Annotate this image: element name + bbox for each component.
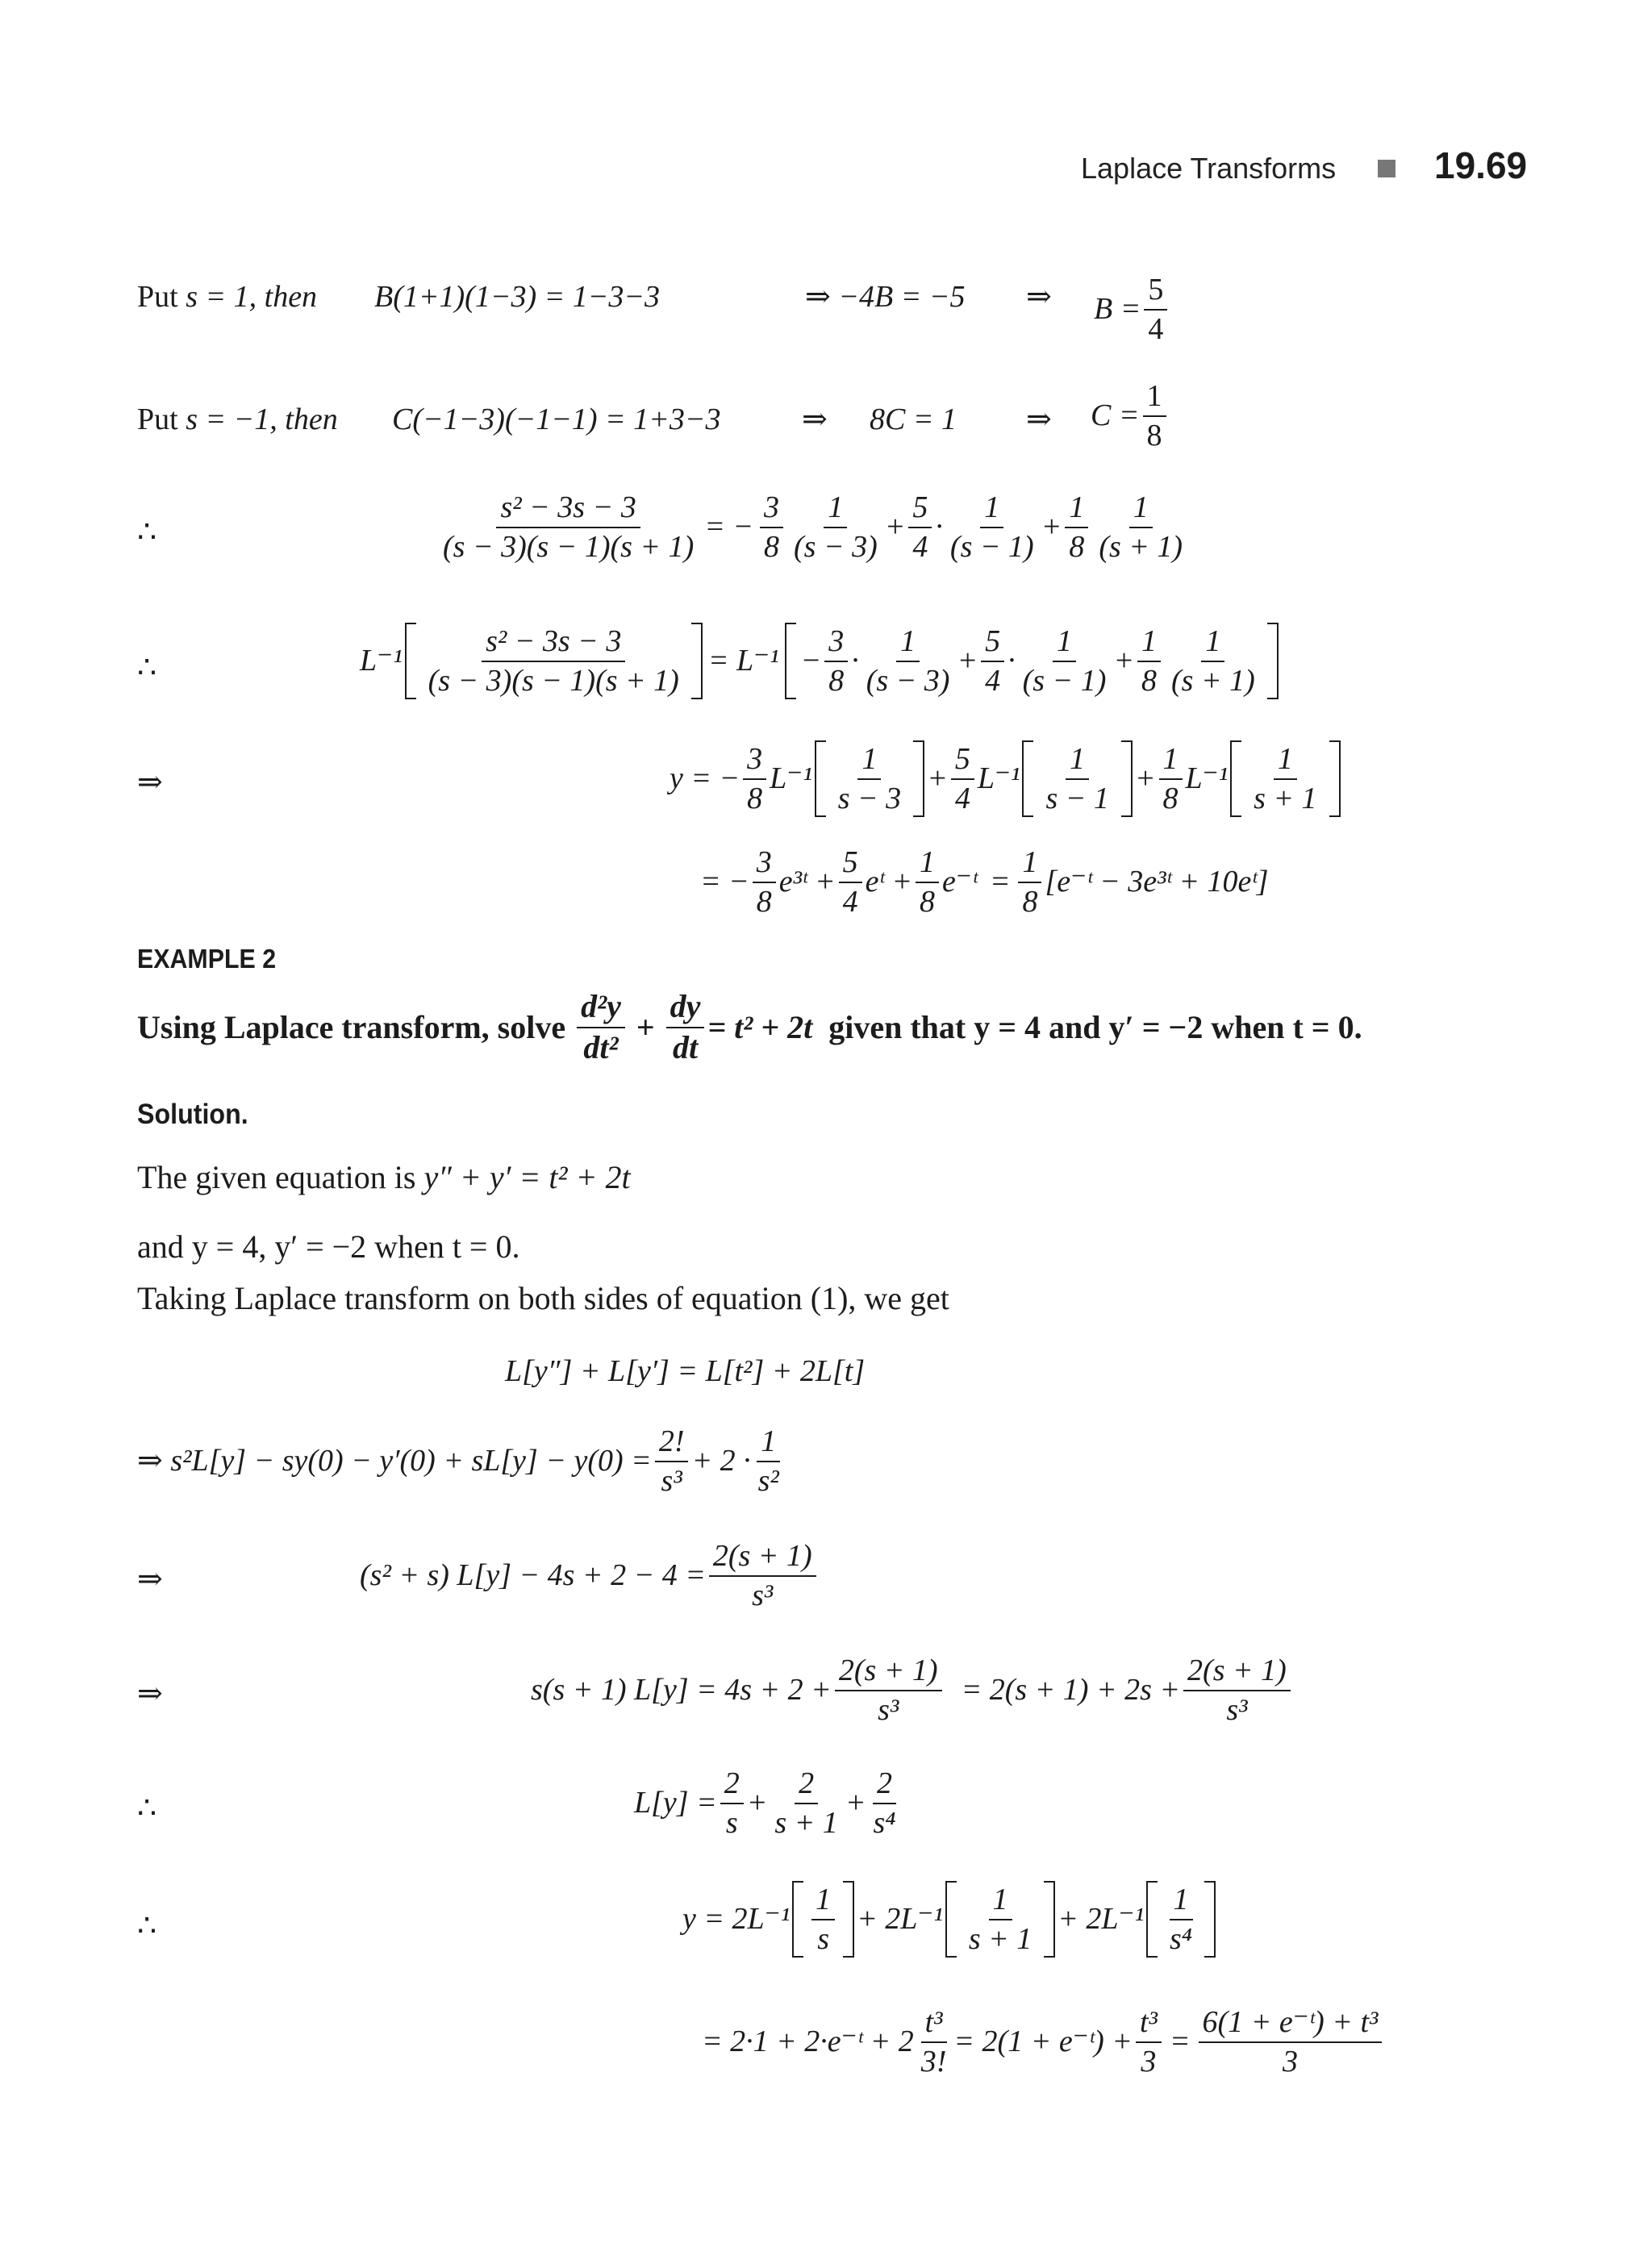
given-text: The given equation is bbox=[137, 1159, 416, 1195]
frac-num: d²y bbox=[577, 989, 625, 1028]
frac-num: 1 bbox=[1143, 379, 1166, 417]
frac-num: 5 bbox=[981, 624, 1004, 662]
dot: · bbox=[851, 643, 859, 678]
eq-part: = 2·1 + 2·e⁻ᵗ + 2 bbox=[702, 2024, 914, 2058]
frac-num: 1 bbox=[916, 845, 939, 883]
therefore-3: ∴ bbox=[137, 1791, 157, 1825]
frac-num: 1 bbox=[1170, 1883, 1193, 1920]
factored-eq bbox=[531, 1653, 1294, 1727]
collected-eq bbox=[360, 1539, 820, 1612]
frac-num: 1 bbox=[1018, 845, 1041, 883]
frac-den: s² bbox=[757, 1463, 779, 1498]
frac-num: 1 bbox=[896, 624, 920, 662]
exp-term: eᵗ bbox=[865, 864, 884, 899]
frac-num: 1 bbox=[811, 1883, 835, 1920]
plus-sign: + bbox=[814, 864, 836, 899]
frac-den: s³ bbox=[752, 1578, 774, 1612]
solution-heading: Solution. bbox=[137, 1099, 248, 1130]
eq-sign: = bbox=[989, 864, 1011, 899]
eq-sign: = bbox=[1169, 2024, 1191, 2058]
frac-den: s − 1 bbox=[1045, 781, 1109, 815]
implies-1: ⇒ bbox=[137, 765, 163, 799]
taking-laplace-line: Taking Laplace transform on both sides of equation (1), we get bbox=[137, 1280, 949, 1316]
eq-sign: = − bbox=[704, 509, 754, 544]
plus-sign: + bbox=[746, 1785, 768, 1820]
frac-num: t³ bbox=[921, 2005, 947, 2043]
plus-sign: + bbox=[891, 864, 913, 899]
put-sm1-result bbox=[1091, 379, 1170, 452]
frac-num: s² − 3s − 3 bbox=[496, 490, 640, 528]
put-s1-imp2: ⇒ bbox=[1026, 280, 1052, 314]
frac-den: dt² bbox=[583, 1028, 619, 1065]
eq-lhs: ⇒ s²L[y] − sy(0) − y′(0) + sL[y] − y(0) = bbox=[137, 1443, 652, 1478]
frac-den: 8 bbox=[920, 884, 936, 919]
inverse-L: L⁻¹ bbox=[770, 761, 812, 795]
bracket-group bbox=[945, 1881, 1055, 1958]
frac-num: 1 bbox=[1201, 624, 1224, 662]
frac-den: (s − 3) bbox=[866, 663, 950, 698]
frac-den: (s − 3)(s − 1)(s + 1) bbox=[428, 663, 679, 698]
eq-lhs: (s² + s) L[y] − 4s + 2 − 4 = bbox=[360, 1558, 706, 1592]
eq-lhs: y = 2L⁻¹ bbox=[682, 1901, 791, 1936]
frac-num: 1 bbox=[1137, 624, 1161, 662]
eq-sign: = L⁻¹ bbox=[707, 643, 779, 678]
frac-num: 5 bbox=[839, 845, 862, 883]
dot: · bbox=[1007, 643, 1016, 678]
eq-mid: + 2L⁻¹ bbox=[1058, 1901, 1144, 1936]
partial-fraction-eq bbox=[436, 490, 1190, 564]
eq-sign: = − bbox=[700, 864, 749, 899]
dot: · bbox=[935, 509, 943, 544]
eq-mid: = 2(s + 1) + 2s + bbox=[961, 1672, 1181, 1707]
frac-den: s + 1 bbox=[968, 1921, 1032, 1956]
plus-sign: + bbox=[1113, 643, 1135, 678]
frac-den: dt bbox=[672, 1028, 699, 1065]
put-s-eq: s = −1, then bbox=[186, 402, 338, 436]
put-s1-line bbox=[137, 281, 317, 315]
eq-lhs: L[y] = bbox=[634, 1785, 717, 1820]
inverse-L: L⁻¹ bbox=[977, 761, 1020, 795]
frac-den: 4 bbox=[985, 663, 1001, 698]
conditions-line: and y = 4, y′ = −2 when t = 0. bbox=[137, 1228, 520, 1265]
bracket-group bbox=[1146, 1881, 1216, 1958]
frac-den: 4 bbox=[1148, 311, 1164, 346]
put-s1-imp1: ⇒ −4B = −5 bbox=[805, 280, 966, 314]
frac-num: 3 bbox=[753, 845, 776, 883]
put-sm1-eq: C(−1−3)(−1−1) = 1+3−3 bbox=[392, 402, 721, 436]
therefore-2: ∴ bbox=[137, 651, 157, 685]
given-equation-line bbox=[137, 1160, 631, 1195]
put-label: Put bbox=[137, 402, 178, 436]
exp-term: e⁻ᵗ bbox=[942, 864, 978, 899]
y-eq bbox=[670, 740, 1343, 817]
frac-den: 4 bbox=[954, 781, 970, 815]
plus-sign: + bbox=[927, 761, 948, 795]
eq-mid: + 2L⁻¹ bbox=[857, 1901, 943, 1936]
plus-sign: + bbox=[957, 643, 978, 678]
frac-den: 8 bbox=[1146, 418, 1162, 452]
put-s-eq: s = 1, then bbox=[186, 280, 318, 314]
plus-sign: + bbox=[1041, 509, 1062, 544]
example-prompt bbox=[137, 989, 1362, 1066]
plus-sign: + bbox=[636, 1009, 655, 1046]
frac-num: dy bbox=[666, 989, 705, 1028]
put-sm1-imp2: ⇒ bbox=[1026, 402, 1052, 436]
frac-den: s³ bbox=[661, 1463, 682, 1498]
inverse-L: L⁻¹ bbox=[360, 643, 403, 678]
frac-num: 2 bbox=[720, 1766, 744, 1804]
inverse-L: L⁻¹ bbox=[1185, 761, 1229, 795]
frac-num: s² − 3s − 3 bbox=[482, 624, 625, 662]
frac-den: (s − 3)(s − 1)(s + 1) bbox=[443, 529, 695, 564]
frac-num: 1 bbox=[1066, 742, 1089, 780]
plus-sign: + bbox=[845, 1785, 866, 1820]
prompt-text: Using Laplace transform, solve bbox=[137, 1009, 566, 1046]
frac-den: 4 bbox=[842, 884, 858, 919]
frac-num: 2(s + 1) bbox=[709, 1539, 816, 1577]
frac-num: 1 bbox=[1274, 742, 1297, 780]
put-s1-result bbox=[1094, 273, 1170, 346]
given-eq: y″ + y′ = t² + 2t bbox=[423, 1159, 631, 1195]
frac-num: 5 bbox=[1144, 273, 1167, 311]
frac-den: 8 bbox=[828, 663, 845, 698]
frac-den: s⁴ bbox=[873, 1805, 896, 1840]
frac-den: 8 bbox=[1162, 781, 1179, 815]
result-lhs: B = bbox=[1094, 291, 1141, 326]
frac-num: 1 bbox=[1065, 490, 1088, 528]
frac-den: 8 bbox=[764, 529, 780, 564]
frac-num: 1 bbox=[1053, 624, 1076, 662]
frac-num: 1 bbox=[857, 742, 881, 780]
frac-num: 2! bbox=[655, 1424, 689, 1462]
bracket-group bbox=[792, 1881, 854, 1958]
frac-num: 2 bbox=[795, 1766, 818, 1804]
therefore-4: ∴ bbox=[137, 1909, 157, 1943]
frac-den: s³ bbox=[1226, 1692, 1248, 1727]
ly-eq bbox=[634, 1766, 903, 1840]
frac-num: 5 bbox=[908, 490, 932, 528]
frac-num: 5 bbox=[951, 742, 974, 780]
implies-2: ⇒ bbox=[137, 1562, 163, 1596]
frac-den: 8 bbox=[747, 781, 763, 815]
frac-num: 1 bbox=[1129, 490, 1153, 528]
frac-den: 8 bbox=[1022, 884, 1038, 919]
frac-den: (s − 3) bbox=[794, 529, 878, 564]
eq-mid: + 2 · bbox=[691, 1443, 751, 1478]
minus-sign: − bbox=[800, 643, 822, 678]
given-text: given that y = 4 and y′ = −2 when t = 0. bbox=[828, 1009, 1362, 1046]
put-s1-eq: B(1+1)(1−3) = 1−3−3 bbox=[374, 280, 661, 314]
frac-num: 2(s + 1) bbox=[1183, 1653, 1291, 1691]
frac-num: 2(s + 1) bbox=[835, 1653, 942, 1691]
eq-lhs: s(s + 1) L[y] = 4s + 2 + bbox=[531, 1672, 832, 1707]
put-sm1-line bbox=[137, 403, 338, 437]
frac-den: s bbox=[725, 1805, 738, 1840]
frac-den: 3 bbox=[1141, 2044, 1157, 2079]
frac-den: 8 bbox=[1141, 663, 1158, 698]
frac-den: (s + 1) bbox=[1171, 663, 1255, 698]
put-sm1-mid: 8C = 1 bbox=[870, 402, 957, 436]
frac-den: s + 1 bbox=[774, 1805, 838, 1840]
frac-num: 3 bbox=[824, 624, 848, 662]
inverse-laplace-eq bbox=[360, 623, 1281, 699]
frac-den: 3 bbox=[1282, 2044, 1298, 2079]
bracket-group bbox=[1230, 740, 1340, 817]
frac-den: 4 bbox=[912, 529, 928, 564]
frac-num: 1 bbox=[1159, 742, 1183, 780]
eq-part: = 2(1 + e⁻ᵗ) + bbox=[953, 2024, 1133, 2058]
bracket-group bbox=[815, 740, 924, 817]
frac-num: 2 bbox=[873, 1766, 896, 1804]
rhs-text: = t² + 2t bbox=[707, 1009, 813, 1046]
frac-num: t³ bbox=[1136, 2005, 1162, 2043]
y-inverse-eq bbox=[682, 1881, 1218, 1958]
bracket-group bbox=[405, 623, 703, 699]
result-lhs: C = bbox=[1091, 398, 1140, 432]
final-solution bbox=[702, 2005, 1385, 2079]
frac-den: s − 3 bbox=[837, 781, 902, 815]
frac-num: 6(1 + e⁻ᵗ) + t³ bbox=[1199, 2005, 1383, 2043]
put-label: Put bbox=[137, 280, 178, 314]
laplace-both-sides: L[y″] + L[y′] = L[t²] + 2L[t] bbox=[505, 1354, 866, 1388]
page-number: 19.69 bbox=[1434, 144, 1528, 186]
example-heading: EXAMPLE 2 bbox=[137, 944, 277, 974]
bracket-term: [e⁻ᵗ − 3e³ᵗ + 10eᵗ] bbox=[1045, 864, 1269, 899]
frac-den: (s − 1) bbox=[949, 529, 1034, 564]
chapter-title: Laplace Transforms bbox=[1081, 152, 1337, 185]
frac-num: 1 bbox=[980, 490, 1003, 528]
frac-num: 1 bbox=[824, 490, 847, 528]
frac-den: s⁴ bbox=[1170, 1921, 1192, 1956]
y-lhs: y = − bbox=[670, 761, 740, 795]
frac-den: s³ bbox=[878, 1692, 899, 1727]
frac-den: (s + 1) bbox=[1099, 529, 1183, 564]
frac-den: (s − 1) bbox=[1022, 663, 1107, 698]
put-sm1-imp1: ⇒ bbox=[802, 402, 828, 436]
frac-den: s bbox=[817, 1921, 829, 1956]
frac-den: s + 1 bbox=[1254, 781, 1317, 815]
frac-den: 8 bbox=[756, 884, 772, 919]
bracket-group bbox=[1022, 740, 1132, 817]
implies-3: ⇒ bbox=[137, 1677, 163, 1711]
plus-sign: + bbox=[884, 509, 906, 544]
s-domain-eq bbox=[137, 1424, 786, 1498]
therefore-1: ∴ bbox=[137, 515, 157, 549]
header-marker bbox=[1378, 160, 1395, 177]
frac-den: 3! bbox=[920, 2044, 947, 2079]
plus-sign: + bbox=[1134, 761, 1156, 795]
y-final bbox=[700, 845, 1269, 919]
frac-den: 8 bbox=[1069, 529, 1085, 564]
frac-num: 3 bbox=[760, 490, 783, 528]
frac-num: 1 bbox=[989, 1883, 1012, 1920]
exp-term: e³ᵗ bbox=[778, 864, 807, 899]
frac-num: 3 bbox=[743, 742, 766, 780]
frac-num: 1 bbox=[757, 1424, 780, 1462]
bracket-group bbox=[785, 623, 1279, 699]
